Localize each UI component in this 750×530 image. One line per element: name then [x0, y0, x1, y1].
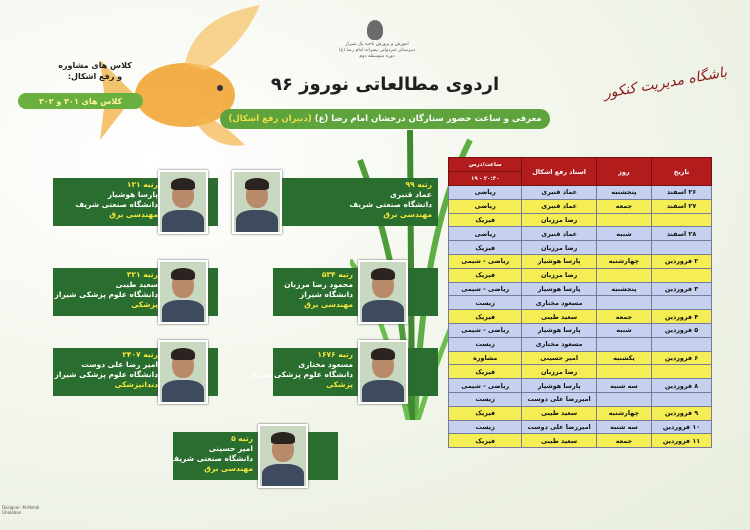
student-card: [228, 338, 438, 408]
cell-day: شنبه: [596, 323, 651, 337]
student-card: [8, 168, 218, 238]
table-row: [449, 420, 712, 434]
table-row: [449, 379, 712, 393]
table-row: [449, 351, 712, 365]
card-field: مهندسی برق: [304, 300, 353, 310]
cell-subject: فیزیک: [449, 310, 522, 324]
cell-teacher: رضا مرزبان: [522, 268, 596, 282]
cell-teacher: سعید طیبی: [522, 434, 596, 448]
cell-teacher: رضا مرزبان: [522, 241, 596, 255]
card-name: محمود رضا مرزبان: [284, 280, 353, 290]
logo-line-3: دوره متوسطه دوم: [359, 53, 395, 59]
cell-day: پنجشنبه: [596, 186, 651, 200]
card-university: دانشگاه علوم پزشکی شیراز: [54, 370, 158, 380]
card-field: پزشکی: [326, 380, 353, 390]
card-name: سعید طیبی: [115, 280, 158, 290]
table-row: [449, 241, 712, 255]
header-time: ۲۰:۳۰ - ۱۹: [449, 172, 522, 186]
cell-subject: زیست: [449, 296, 522, 310]
header-hours: ساعت/درس: [449, 158, 522, 172]
table-header-row: [449, 158, 712, 172]
student-card: [128, 422, 338, 492]
cell-day: [596, 241, 651, 255]
schedule-body: [449, 186, 712, 448]
cell-teacher: پارسا هوشیار: [522, 254, 596, 268]
cell-date: ۲ فروردین: [652, 254, 712, 268]
table-row: [449, 310, 712, 324]
cell-teacher: مسعود مختاری: [522, 296, 596, 310]
card-rank: رتبه ۲۴۰۷: [122, 350, 158, 359]
cell-teacher: مسعود مختاری: [522, 337, 596, 351]
logo-line-1: اموزش و پرورش ناحیه یک شیراز: [345, 42, 409, 47]
card-text: [38, 350, 158, 391]
table-row: [449, 365, 712, 379]
table-row: [449, 392, 712, 406]
cell-subject: ریاضی - شیمی: [449, 323, 522, 337]
cell-date: ۵ فروردین: [652, 323, 712, 337]
cell-day: سه شنبه: [596, 379, 651, 393]
student-photo: [358, 260, 408, 324]
cell-date: ۶ فروردین: [652, 351, 712, 365]
cell-day: سه شنبه: [596, 420, 651, 434]
student-photo: [158, 260, 208, 324]
card-field: دندانپزشکی: [114, 380, 158, 390]
student-photo: [232, 170, 282, 234]
cell-subject: زیست: [449, 337, 522, 351]
card-text: [133, 434, 253, 475]
card-text: [233, 350, 353, 391]
card-university: دانشگاه صنعتی شریف: [349, 200, 432, 210]
cell-subject: فیزیک: [449, 406, 522, 420]
cell-subject: ریاضی - شیمی: [449, 282, 522, 296]
cell-day: شنبه: [596, 227, 651, 241]
card-name: امیر حسینی: [208, 444, 253, 454]
table-row: [449, 186, 712, 200]
card-rank: رتبه ۵۳۴: [321, 270, 353, 279]
class-badge: کلاس های ۳۰۱ و ۳۰۲: [18, 93, 143, 109]
cell-day: جمعه: [596, 310, 651, 324]
cell-teacher: پارسا هوشیار: [522, 379, 596, 393]
cell-date: [652, 296, 712, 310]
card-name: پارسا هوشیار: [107, 190, 158, 200]
table-row: [449, 254, 712, 268]
school-logo-icon: [367, 20, 383, 40]
cell-date: ۴ فروردین: [652, 310, 712, 324]
table-row: [449, 227, 712, 241]
cell-subject: ریاضی - شیمی: [449, 379, 522, 393]
table-row: [449, 434, 712, 448]
student-photo: [258, 424, 308, 488]
card-field: مهندسی برق: [383, 210, 432, 220]
card-university: دانشگاه علوم پزشکی شیراز: [54, 290, 158, 300]
cell-subject: فیزیک: [449, 365, 522, 379]
logo-line-2: دبیرستان غیردولتی پسرانه امام رضا (ع): [338, 47, 416, 53]
card-rank: رتبه ۳۲۱: [126, 270, 158, 279]
cell-subject: ریاضی: [449, 186, 522, 200]
schedule-table: [448, 157, 712, 448]
card-text: [312, 180, 432, 221]
cell-date: ۲۶ اسفند: [652, 186, 712, 200]
cell-day: پنجشنبه: [596, 282, 651, 296]
cell-date: ۱۱ فروردین: [652, 434, 712, 448]
cell-subject: فیزیک: [449, 213, 522, 227]
cell-date: [652, 213, 712, 227]
table-row: [449, 268, 712, 282]
table-row: [449, 323, 712, 337]
card-university: دانشگاه صنعتی شریف: [170, 454, 253, 464]
cell-subject: ریاضی: [449, 199, 522, 213]
student-photo: [158, 340, 208, 404]
card-name: مسعود مختاری: [298, 360, 353, 370]
designer-credit: Designer: M.Mehdi Ghaleban: [2, 505, 40, 515]
cell-teacher: سعید طیبی: [522, 310, 596, 324]
cell-teacher: پارسا هوشیار: [522, 282, 596, 296]
table-row: [449, 199, 712, 213]
table-row: [449, 406, 712, 420]
table-row: [449, 296, 712, 310]
subtitle-text: معرفی و ساعت حضور ستارگان درخشان امام رضا (ع): [314, 114, 542, 124]
student-photo: [158, 170, 208, 234]
cell-date: [652, 392, 712, 406]
cell-day: یکشنبه: [596, 351, 651, 365]
card-field: پزشکی: [131, 300, 158, 310]
card-rank: رتبه ۱۲۱: [126, 180, 158, 189]
card-rank: رتبه ۱۶۷۶: [317, 350, 353, 359]
cell-date: ۲۸ اسفند: [652, 227, 712, 241]
cell-subject: مشاوره: [449, 351, 522, 365]
cell-date: ۹ فروردین: [652, 406, 712, 420]
subtitle-bar: [220, 109, 550, 129]
cell-subject: زیست: [449, 392, 522, 406]
cell-teacher: عماد قنبری: [522, 199, 596, 213]
card-text: [233, 270, 353, 311]
card-name: عماد قنبری: [389, 190, 432, 200]
cell-date: ۸ فروردین: [652, 379, 712, 393]
cell-date: [652, 337, 712, 351]
cell-day: [596, 213, 651, 227]
table-row: [449, 213, 712, 227]
card-text: [38, 180, 158, 221]
student-card: [228, 258, 438, 328]
card-university: دانشگاه علوم پزشکی شیراز: [249, 370, 353, 380]
cell-date: [652, 241, 712, 255]
table-row: [449, 337, 712, 351]
cell-day: چهارشنبه: [596, 254, 651, 268]
cell-teacher: عماد قنبری: [522, 186, 596, 200]
cell-subject: زیست: [449, 420, 522, 434]
cell-day: [596, 392, 651, 406]
card-text: [38, 270, 158, 311]
cell-day: جمعه: [596, 199, 651, 213]
header-teacher: استاد رفع اشکال: [522, 158, 596, 186]
side-note-line-2: و رفع اشکال:: [67, 72, 123, 82]
student-photo: [358, 340, 408, 404]
cell-teacher: سعید طیبی: [522, 406, 596, 420]
cell-date: ۱۰ فروردین: [652, 420, 712, 434]
side-note: [30, 60, 160, 82]
student-card: [8, 258, 218, 328]
cell-subject: ریاضی: [449, 227, 522, 241]
cell-date: [652, 268, 712, 282]
subtitle-highlight: (دبیران رفع اشکال): [228, 114, 312, 124]
cell-teacher: امیررضا علی دوست: [522, 420, 596, 434]
cell-subject: ریاضی - شیمی: [449, 254, 522, 268]
cell-subject: فیزیک: [449, 241, 522, 255]
cell-day: چهارشنبه: [596, 406, 651, 420]
cell-day: [596, 268, 651, 282]
card-field: مهندسی برق: [109, 210, 158, 220]
cell-subject: فیزیک: [449, 268, 522, 282]
cell-day: [596, 365, 651, 379]
card-name: امیر رضا علی دوست: [81, 360, 158, 370]
cell-day: [596, 296, 651, 310]
student-card: [8, 338, 218, 408]
cell-subject: فیزیک: [449, 434, 522, 448]
student-card: [228, 168, 438, 238]
cell-day: [596, 337, 651, 351]
card-university: دانشگاه شیراز: [299, 290, 353, 300]
header-day: روز: [596, 158, 651, 186]
cell-date: [652, 365, 712, 379]
school-name: [302, 42, 452, 60]
table-row: [449, 282, 712, 296]
card-rank: رتبه ۹۹: [405, 180, 432, 189]
cell-teacher: امیر حسینی: [522, 351, 596, 365]
cell-date: ۳ فروردین: [652, 282, 712, 296]
card-field: مهندسی برق: [204, 464, 253, 474]
cell-teacher: رضا مرزبان: [522, 365, 596, 379]
card-university: دانشگاه صنعتی شریف: [75, 200, 158, 210]
cell-day: جمعه: [596, 434, 651, 448]
cell-teacher: پارسا هوشیار: [522, 323, 596, 337]
cell-teacher: رضا مرزبان: [522, 213, 596, 227]
cell-teacher: عماد قنبری: [522, 227, 596, 241]
page-title: اردوی مطالعاتی نوروز ۹۶: [270, 74, 500, 95]
cell-teacher: امیررضا علی دوست: [522, 392, 596, 406]
signature-logo: باشگاه مدیریت کنکور: [602, 64, 729, 102]
side-note-line-1: کلاس های مشاوره: [58, 61, 132, 70]
header-date: تاریخ: [652, 158, 712, 186]
card-rank: رتبه ۵: [231, 434, 253, 443]
cell-date: ۲۷ اسفند: [652, 199, 712, 213]
